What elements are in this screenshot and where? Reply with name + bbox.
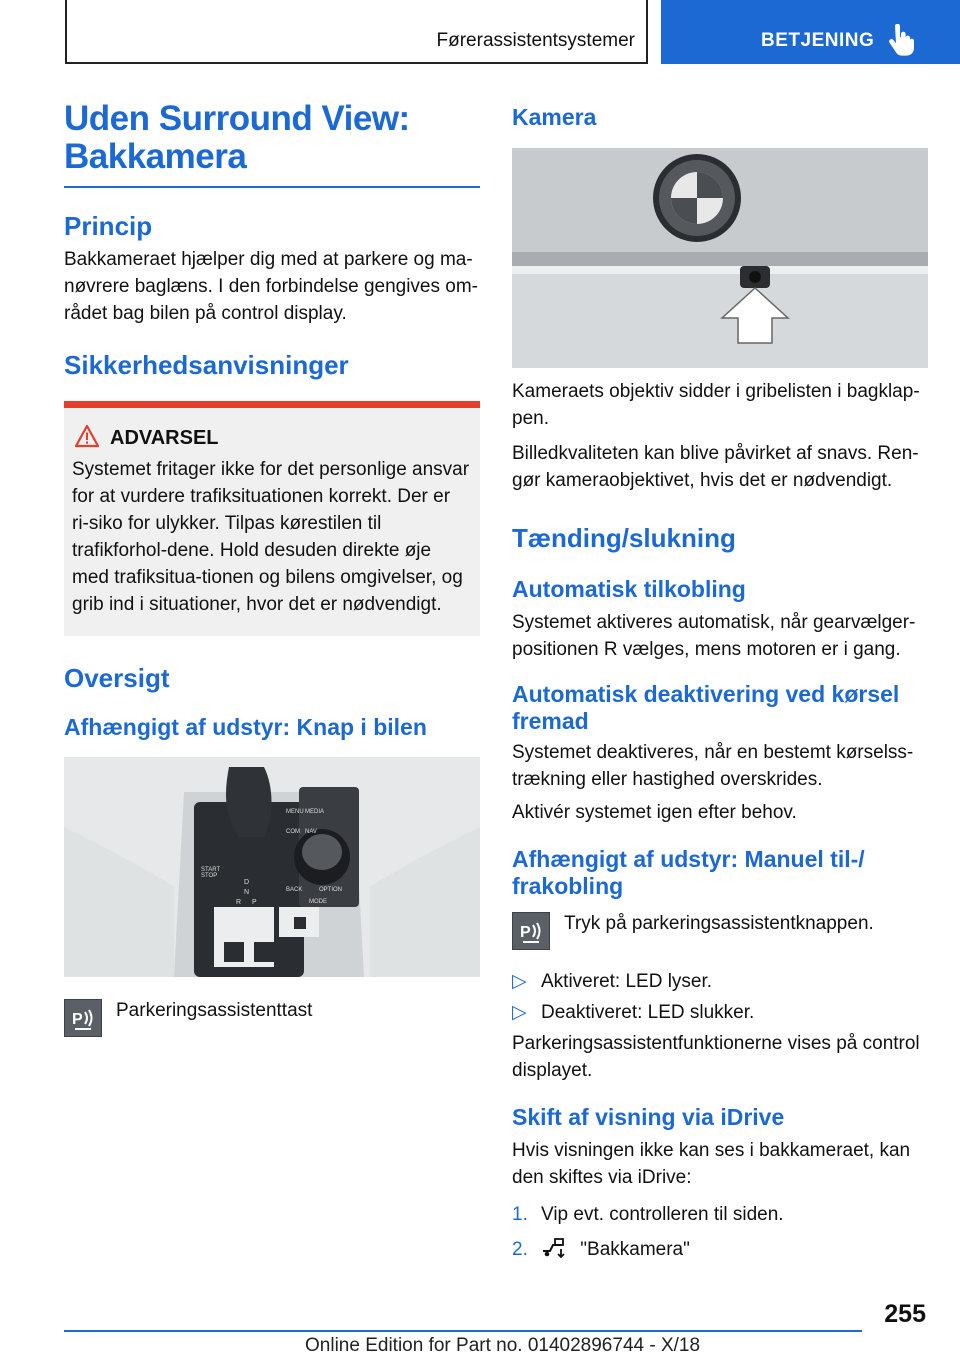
step-number: 2. [512,1239,528,1260]
camera-text-1: Kameraets objektiv sidder i gribelisten i bagklap-pen. [512,381,920,429]
onoff-heading: Tænding/slukning [512,523,736,553]
center-console-image [64,757,480,977]
console-label: D [244,879,250,886]
rear-camera-icon [541,1237,569,1259]
status-list [512,968,928,1026]
list-item: 1. Vip evt. controlleren til siden. [512,1201,928,1228]
console-label: MEDIA [305,809,325,815]
svg-text:P: P [520,924,531,941]
footer-edition: Online Edition for Part no. 01402896744 - X/18 [305,1335,701,1356]
functions-text: Parkeringsassistentfunktionerne vises på control displayet. [512,1033,920,1081]
equipment-heading: Afhængigt af udstyr: Knap i bilen [64,714,427,740]
warning-box [64,401,480,636]
auto-off-text-1: Systemet deaktiveres, når en bestemt kørselss-trækning eller hastighed overskrides. [512,742,914,790]
warning-title: ADVARSEL [110,426,472,450]
camera-text-2: Billedkvaliteten kan blive påvirket af snavs. Ren-gør kameraobjektivet, hvis det er nødvendigt. [512,443,919,491]
console-label: R [236,899,242,906]
overview-heading: Oversigt [64,663,170,693]
page-title: Uden Surround View: Bakkamera [64,99,410,176]
page-number: 255 [884,1300,926,1328]
rear-camera-drawing [512,148,928,368]
warning-triangle-icon [74,424,100,448]
auto-on-text: Systemet aktiveres automatisk, når gearvælger-positionen R vælges, mens motoren er i gang. [512,612,916,660]
title-rule [64,186,480,188]
console-label: NAV [305,829,317,835]
console-label: BACK [286,887,303,893]
console-label: P [252,899,257,906]
parking-assist-button-icon [512,912,550,950]
manual-icon-row [512,912,928,954]
icon-caption: Parkeringsassistenttast [116,1000,313,1021]
auto-off-heading: Automatisk deaktivering ved kørsel fremad [512,681,900,734]
console-label: OPTION [319,887,343,893]
princip-text: Bakkameraet hjælper dig med at parkere og ma-nøvrere baglæns. I den forbindelse gengives om-rådet bag bilen på control display. [64,249,479,324]
warning-text: Systemet fritager ikke for det personlige ansvar for at vurdere trafiksituationen korrekt. Der er ri-siko for ulykker. Tilpas kørestilen til trafikforhol-dene. Hold desuden direkte øje med trafiksitua-tionen og bilens omgivelser, og grib ind i situationer, hvor det er nødvendigt. [72,459,470,615]
console-label: MODE [309,899,327,905]
bullet-marker: ▷ [512,971,527,992]
console-label: N [244,889,250,896]
center-console-drawing [64,757,480,977]
safety-heading: Sikkerhedsanvisninger [64,350,349,380]
chapter-tab[interactable] [661,0,960,64]
bullet-marker: ▷ [512,1002,527,1023]
svg-text:P: P [72,1011,83,1028]
list-item: 2. "Bakkamera" [512,1236,928,1263]
hand-pointer-icon [886,24,914,56]
manual-heading: Afhængigt af udstyr: Manuel til-/ frakobling [512,846,865,899]
manual-text: Tryk på parkeringsassistentknappen. [564,913,874,934]
idrive-text: Hvis visningen ikke kan ses i bakkameraet, kan den skiftes via iDrive: [512,1140,911,1188]
console-label: COM [286,829,300,835]
console-label: MENU [286,809,304,815]
list-item: ▷ Aktiveret: LED lyser. [512,968,928,995]
idrive-heading: Skift af visning via iDrive [512,1104,785,1130]
rear-camera-image [512,148,928,368]
right-column [512,100,928,1263]
footer-rule [64,1330,862,1332]
icon-caption-row [64,999,480,1039]
console-label: START STOP [201,867,221,879]
auto-on-heading: Automatisk tilkobling [512,576,746,602]
section-title: Førerassistentsystemer [436,30,635,51]
parking-assist-icon [64,999,102,1037]
princip-heading: Princip [64,211,153,241]
step-number: 1. [512,1204,528,1225]
list-item: ▷ Deaktiveret: LED slukker. [512,999,928,1026]
chapter-tab-label: BETJENING [761,30,875,51]
auto-off-text-2: Aktivér systemet igen efter behov. [512,802,797,823]
camera-heading: Kamera [512,104,597,130]
steps-list [512,1201,928,1263]
left-column [64,100,480,1039]
